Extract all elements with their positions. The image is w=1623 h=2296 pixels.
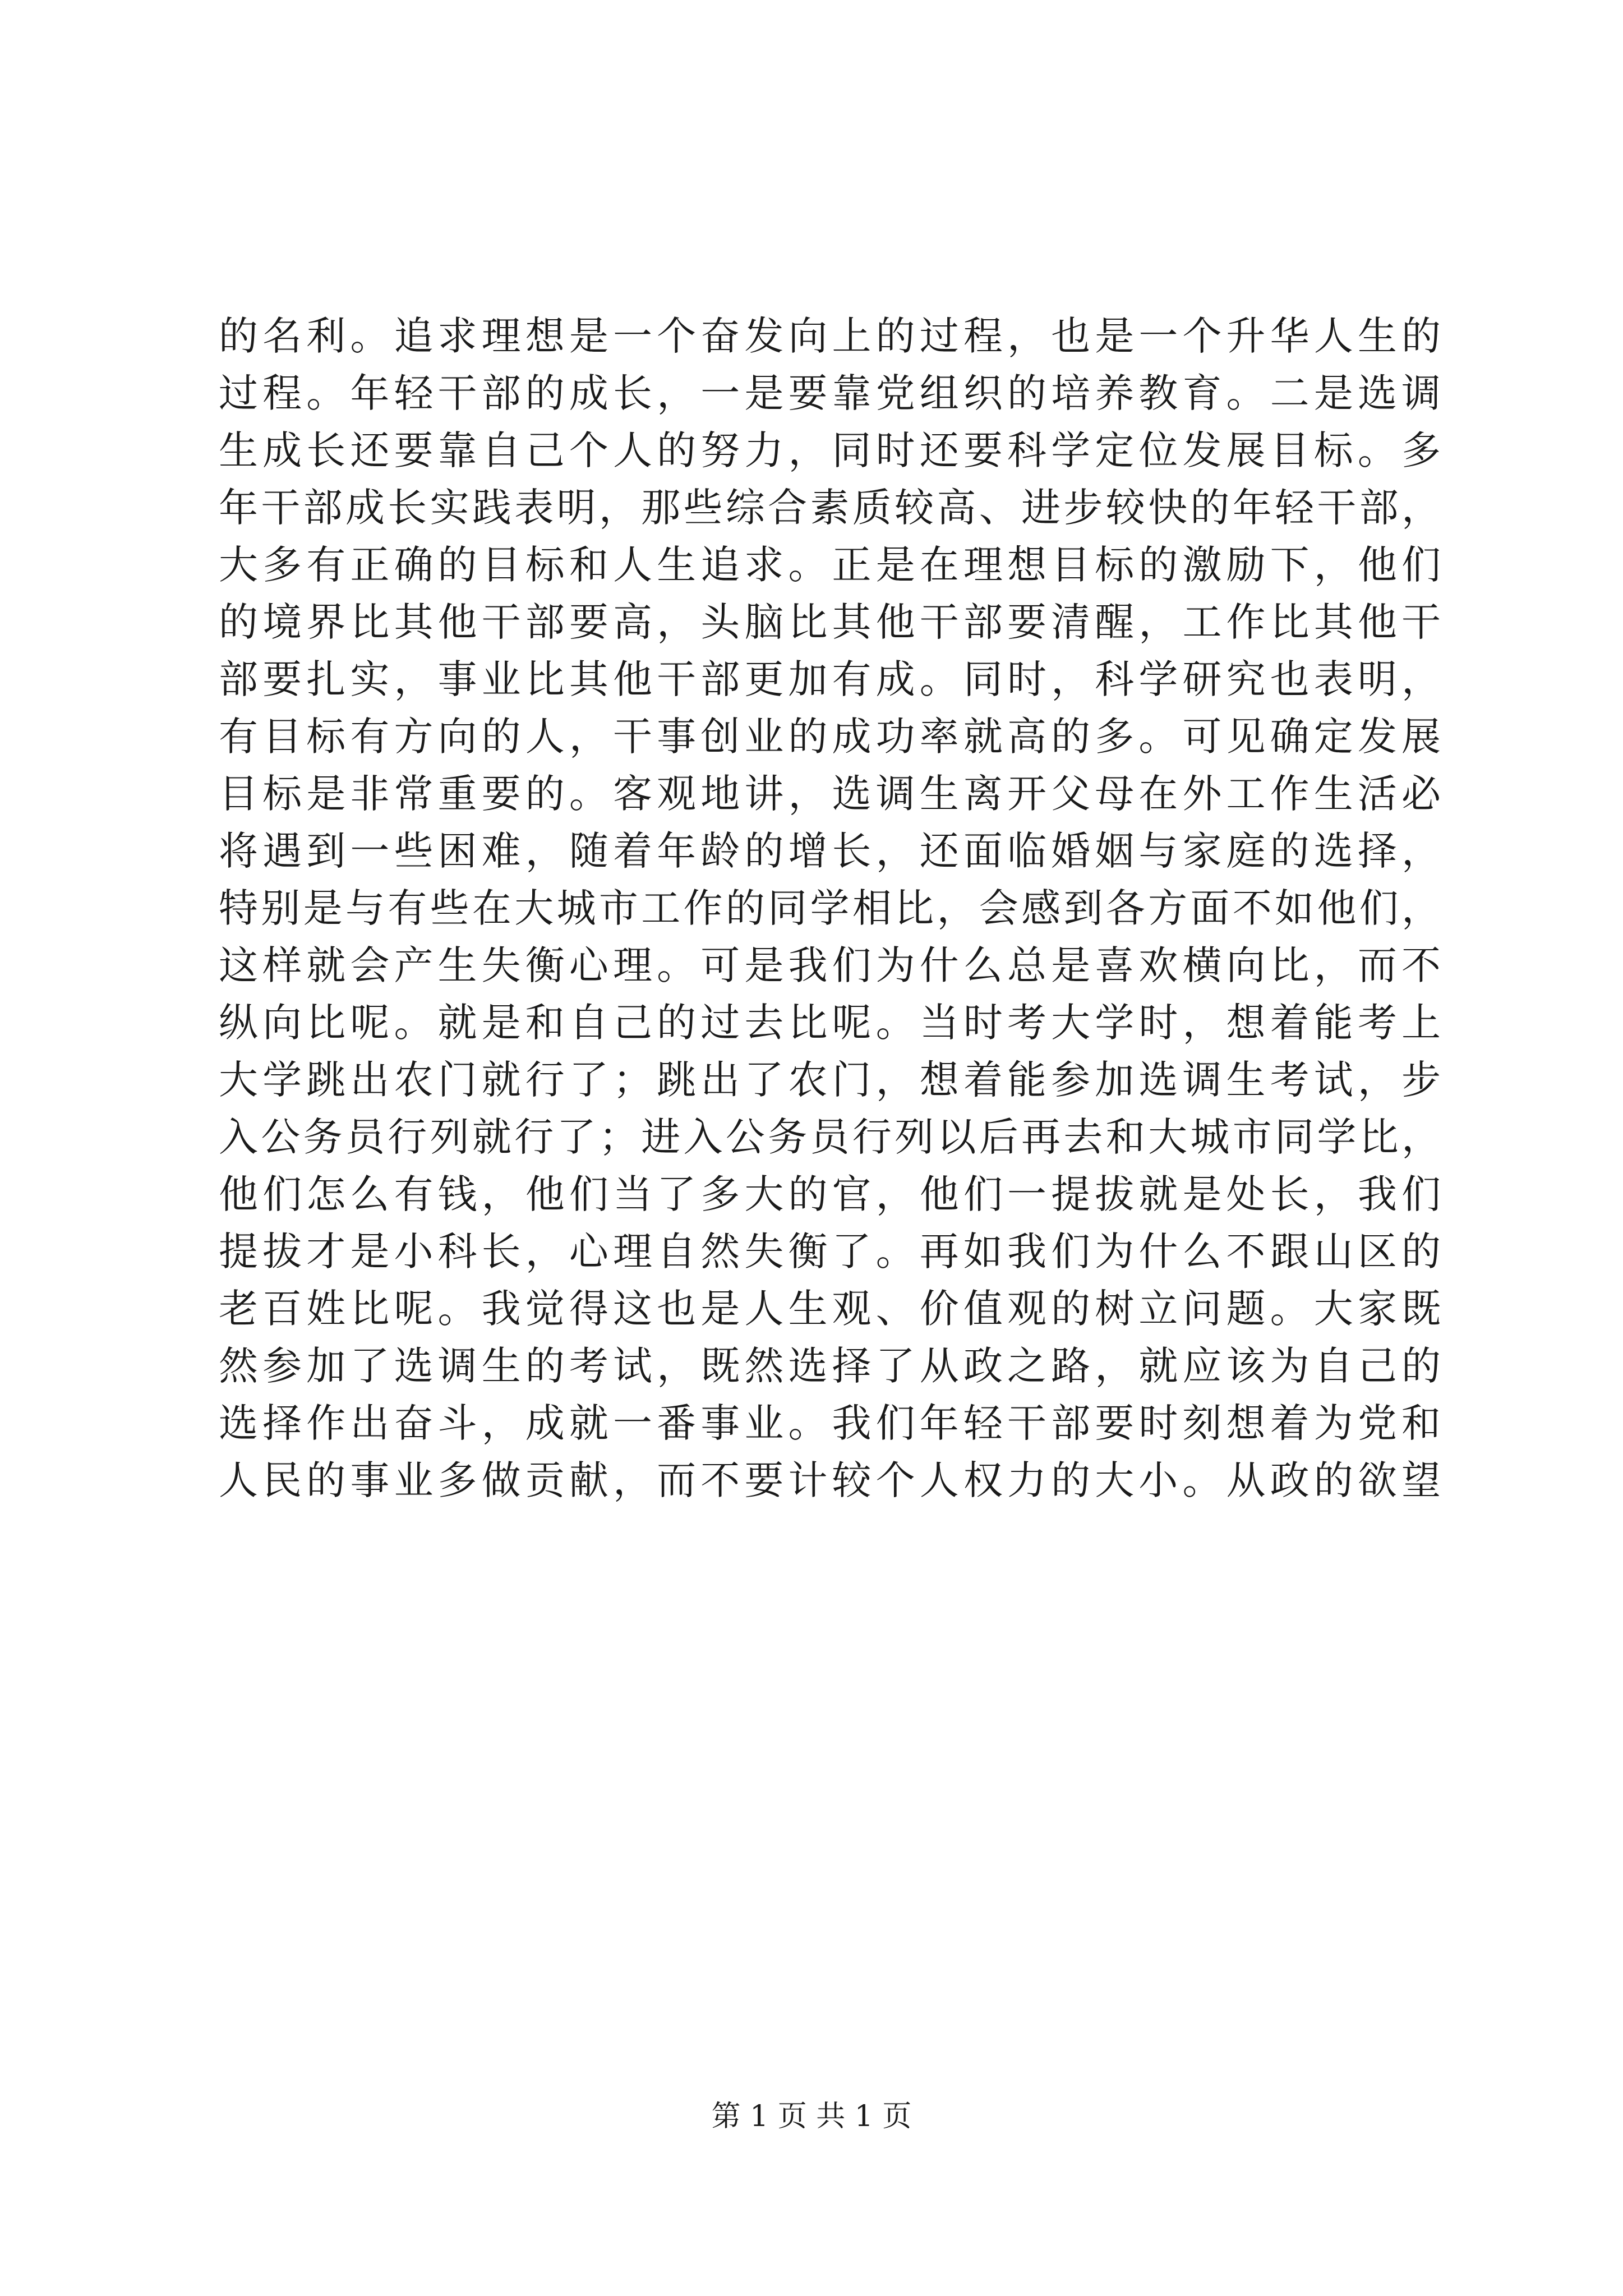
text-line: 然参加了选调生的考试，既然选择了从政之路，就应该为自己的 bbox=[219, 1343, 1441, 1389]
text-line: 人民的事业多做贡献，而不要计较个人权力的大小。从政的欲望 bbox=[219, 1457, 1441, 1503]
text-line: 生成长还要靠自己个人的努力，同时还要科学定位发展目标。多 bbox=[219, 427, 1441, 473]
page-number-label: 第 1 页 共 1 页 bbox=[711, 2100, 912, 2133]
text-line: 有目标有方向的人，干事创业的成功率就高的多。可见确定发展 bbox=[219, 714, 1441, 760]
text-line: 纵向比呢。就是和自己的过去比呢。当时考大学时，想着能考上 bbox=[219, 1000, 1441, 1046]
text-line: 的名利。追求理想是一个奋发向上的过程，也是一个升华人生的 bbox=[219, 313, 1441, 359]
text-line: 将遇到一些困难，随着年龄的增长，还面临婚姻与家庭的选择， bbox=[219, 828, 1441, 874]
text-line: 特别是与有些在大城市工作的同学相比，会感到各方面不如他们， bbox=[219, 885, 1441, 931]
text-line: 提拔才是小科长，心理自然失衡了。再如我们为什么不跟山区的 bbox=[219, 1228, 1441, 1274]
text-line: 大多有正确的目标和人生追求。正是在理想目标的激励下，他们 bbox=[219, 542, 1441, 588]
page-footer bbox=[0, 2097, 1623, 2136]
text-line: 选择作出奋斗，成就一番事业。我们年轻干部要时刻想着为党和 bbox=[219, 1400, 1441, 1446]
text-line: 过程。年轻干部的成长，一是要靠党组织的培养教育。二是选调 bbox=[219, 370, 1441, 416]
text-line: 老百姓比呢。我觉得这也是人生观、价值观的树立问题。大家既 bbox=[219, 1286, 1441, 1332]
text-line: 年干部成长实践表明，那些综合素质较高、进步较快的年轻干部， bbox=[219, 485, 1441, 531]
text-line: 这样就会产生失衡心理。可是我们为什么总是喜欢横向比，而不 bbox=[219, 942, 1441, 988]
text-line: 的境界比其他干部要高，头脑比其他干部要清醒，工作比其他干 bbox=[219, 599, 1441, 645]
text-line: 他们怎么有钱，他们当了多大的官，他们一提拔就是处长，我们 bbox=[219, 1171, 1441, 1217]
text-line: 入公务员行列就行了；进入公务员行列以后再去和大城市同学比， bbox=[219, 1114, 1441, 1160]
text-line: 目标是非常重要的。客观地讲，选调生离开父母在外工作生活必 bbox=[219, 771, 1441, 817]
body-text bbox=[219, 307, 1441, 1509]
text-line: 大学跳出农门就行了；跳出了农门，想着能参加选调生考试，步 bbox=[219, 1057, 1441, 1103]
text-line: 部要扎实，事业比其他干部更加有成。同时，科学研究也表明， bbox=[219, 656, 1441, 702]
